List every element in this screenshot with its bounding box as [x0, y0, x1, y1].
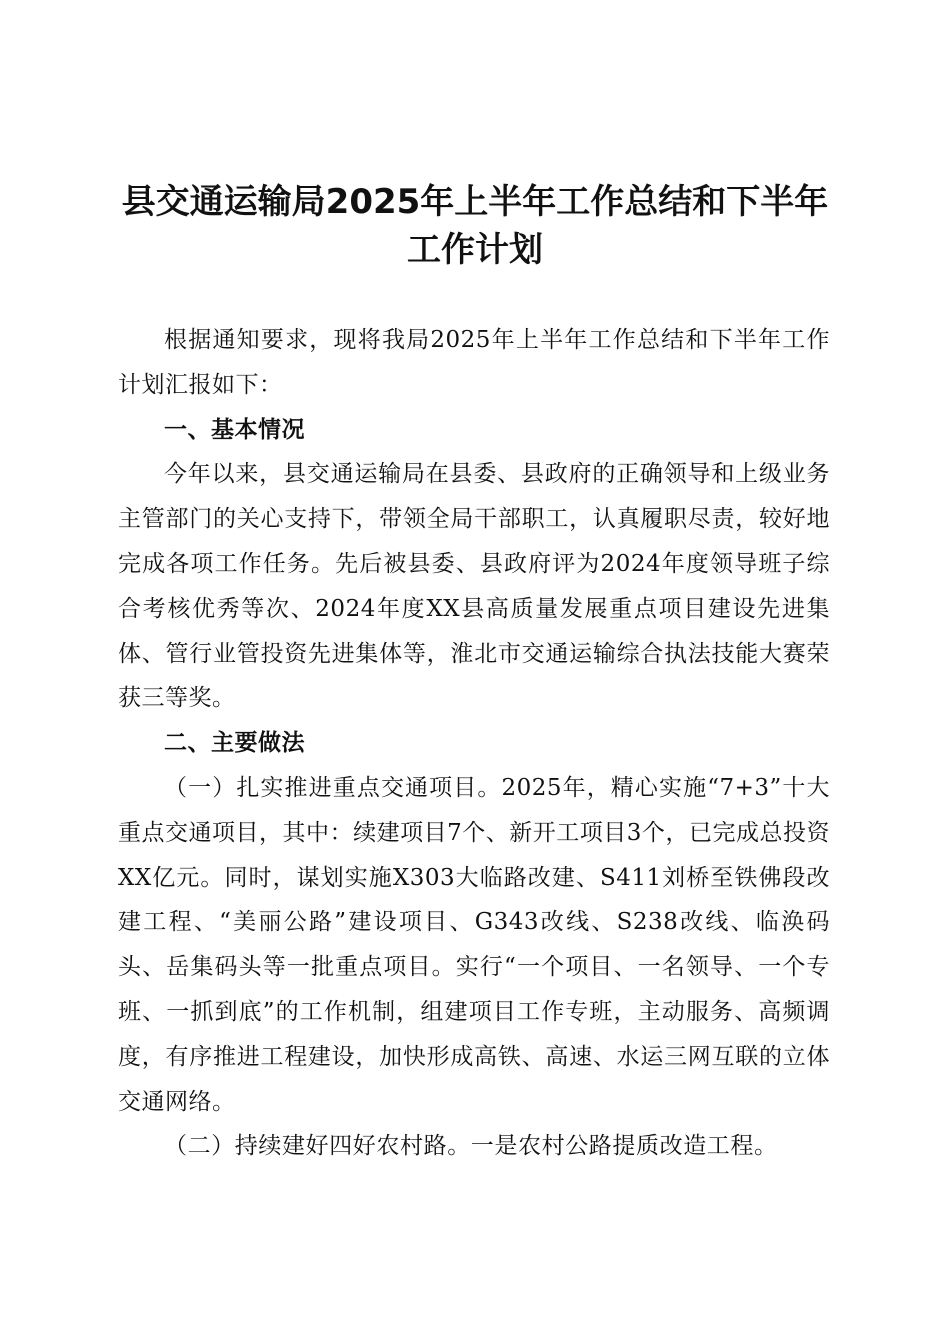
document-title: 县交通运输局2025年上半年工作总结和下半年工作计划: [121, 182, 829, 270]
section-heading-basic-situation: 一、基本情况: [164, 416, 305, 443]
key-projects-paragraph: （一）扎实推进重点交通项目。2025年，精心实施“7+3”十大重点交通项目，其中：续建项目7个、新开工项目3个，已完成总投资XX亿元。同时，谋划实施X303大临路改建、S411刘桥至铁佛段改建工程、“美丽公路”建设项目、G343改线、S238改线、临涣码头、岳集码头等一批重点项目。实行“一个项目、一名领导、一个专班、一抓到底”的工作机制，组建项目工作专班，主动服务、高频调度，有序推进工程建设，加快形成高铁、高速、水运三网互联的立体交通网络。: [118, 774, 830, 1115]
section-heading-main-practices: 二、主要做法: [164, 730, 305, 757]
document-body: [118, 318, 830, 1169]
rural-roads-paragraph: （二）持续建好四好农村路。一是农村公路提质改造工程。: [164, 1133, 778, 1160]
intro-paragraph: 根据通知要求，现将我局2025年上半年工作总结和下半年工作计划汇报如下：: [118, 327, 830, 398]
basic-situation-paragraph: 今年以来，县交通运输局在县委、县政府的正确领导和上级业务主管部门的关心支持下，带领全局干部职工，认真履职尽责，较好地完成各项工作任务。先后被县委、县政府评为2024年度领导班子综合考核优秀等次、2024年度XX县高质量发展重点项目建设先进集体、管行业管投资先进集体等，淮北市交通运输综合执法技能大赛荣获三等奖。: [118, 461, 830, 712]
